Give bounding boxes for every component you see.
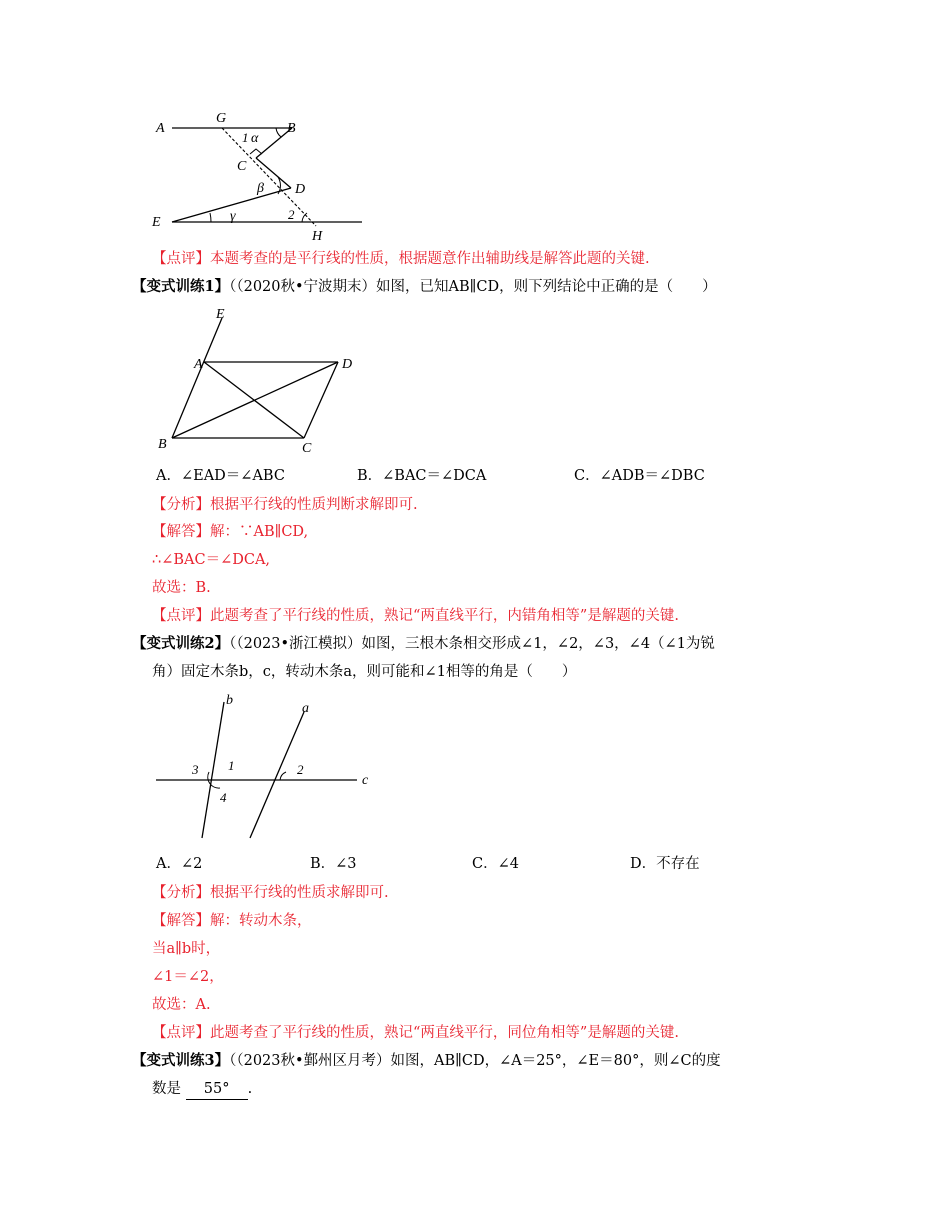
label-1: 1 <box>228 758 235 773</box>
exercise-1-option-b: B．∠BAC＝∠DCA <box>357 468 487 484</box>
answer-tag: 【解答】 <box>152 913 210 929</box>
label-1: 1 <box>242 130 249 145</box>
angle-arc-2 <box>280 772 286 780</box>
label-e: E <box>216 307 225 322</box>
label-3: 3 <box>192 762 199 777</box>
question-prefix: 数是 <box>152 1081 181 1097</box>
label-g: G <box>216 111 227 126</box>
exercise-1-comment <box>152 606 679 626</box>
comment-text: 此题考查了平行线的性质，熟记“两直线平行，内错角相等”是解题的关键. <box>210 608 679 624</box>
comment-text: 本题考查的是平行线的性质，根据题意作出辅助线是解答此题的关键. <box>210 251 650 267</box>
exercise-1-text: （（2020秋•宁波期末）如图，已知AB∥CD，则下列结论中正确的是（ ） <box>229 279 717 295</box>
stick-b <box>202 702 224 838</box>
angle-arc-alpha <box>276 128 281 137</box>
analysis-tag: 【分析】 <box>152 885 210 901</box>
answer-text: 解：∵AB∥CD, <box>210 524 309 540</box>
exercise-2-choice: 故选：A. <box>152 997 211 1013</box>
line-gh-dashed <box>222 128 316 226</box>
label-beta: β <box>257 181 264 196</box>
exercise-1-option-a: A．∠EAD＝∠ABC <box>156 468 285 484</box>
label-a: a <box>302 701 309 716</box>
exercise-1-choice: 故选：B. <box>152 580 211 596</box>
label-b: b <box>226 693 233 708</box>
exercise-2-question-line-2: 角）固定木条b，c，转动木条a，则可能和∠1相等的角是（ ） <box>152 664 577 680</box>
exercise-2-option-a: A．∠2 <box>156 856 203 872</box>
right-angle-mark <box>250 149 262 154</box>
figure-parallelogram <box>152 304 367 456</box>
label-b: B <box>158 437 167 452</box>
exercise-3-tag: 【变式训练3】 <box>132 1052 230 1069</box>
exercise-2-comment <box>152 1023 679 1043</box>
label-c: c <box>362 773 369 788</box>
angle-arc-gamma <box>210 213 211 222</box>
exercise-2-step-1: 当a∥b时， <box>152 941 221 957</box>
figure-parallel-lines-1 <box>150 108 370 243</box>
angle-arc-2 <box>302 213 307 222</box>
exercise-2-text-1: （（2023•浙江模拟）如图，三根木条相交形成∠1，∠2，∠3，∠4（∠1为锐 <box>229 636 715 652</box>
label-2: 2 <box>297 762 304 777</box>
label-2: 2 <box>288 207 295 222</box>
comment-tag: 【点评】 <box>152 251 210 267</box>
exercise-3-question-line-1 <box>132 1051 721 1071</box>
exercise-2-answer <box>152 911 312 931</box>
analysis-text: 根据平行线的性质求解即可. <box>210 885 389 901</box>
stick-a <box>250 712 304 838</box>
exercise-2-option-c: C．∠4 <box>472 856 519 872</box>
label-e: E <box>152 215 161 230</box>
label-b: B <box>287 121 296 136</box>
answer-tag: 【解答】 <box>152 524 210 540</box>
line-bd <box>172 362 338 438</box>
figure-three-sticks <box>152 690 377 842</box>
label-alpha: α <box>251 131 259 146</box>
line-ae-extended <box>172 318 222 438</box>
exercise-1-answer <box>152 522 308 542</box>
analysis-tag: 【分析】 <box>152 497 210 513</box>
comment-tag: 【点评】 <box>152 608 210 624</box>
answer-text: 解：转动木条， <box>210 913 312 929</box>
exercise-2-option-d: D．不存在 <box>630 856 700 872</box>
label-4: 4 <box>220 790 227 805</box>
label-a: A <box>194 357 203 372</box>
exercise-1-step: ∴∠BAC＝∠DCA, <box>152 552 271 568</box>
exercise-3-text-1: （（2023秋•鄞州区月考）如图，AB∥CD，∠A＝25°，∠E＝80°，则∠C的度 <box>229 1053 721 1069</box>
exercise-1-option-c: C．∠ADB＝∠DBC <box>574 468 705 484</box>
comment-text: 此题考查了平行线的性质，熟记“两直线平行，同位角相等”是解题的关键. <box>210 1025 679 1041</box>
label-a: A <box>156 121 165 136</box>
label-d: D <box>342 357 353 372</box>
exercise-1-analysis <box>152 495 418 515</box>
exercise-2-question-line-1 <box>132 634 715 654</box>
comment-tag: 【点评】 <box>152 1025 210 1041</box>
exercise-1-question <box>132 277 717 297</box>
label-c: C <box>237 159 247 174</box>
label-h: H <box>312 229 323 243</box>
comment-line-p0 <box>152 249 650 269</box>
line-cd <box>304 362 338 438</box>
analysis-text: 根据平行线的性质判断求解即可. <box>210 497 418 513</box>
label-gamma: γ <box>230 209 236 224</box>
answer-blank: 55° <box>186 1079 248 1100</box>
exercise-2-analysis <box>152 883 389 903</box>
exercise-2-tag: 【变式训练2】 <box>132 635 230 652</box>
label-c: C <box>302 441 312 456</box>
label-d: D <box>295 182 306 197</box>
question-suffix: . <box>247 1081 253 1097</box>
exercise-3-question-line-2 <box>152 1079 252 1100</box>
exercise-2-option-b: B．∠3 <box>310 856 357 872</box>
exercise-1-tag: 【变式训练1】 <box>132 278 230 295</box>
exercise-2-step-2: ∠1＝∠2， <box>152 969 224 985</box>
